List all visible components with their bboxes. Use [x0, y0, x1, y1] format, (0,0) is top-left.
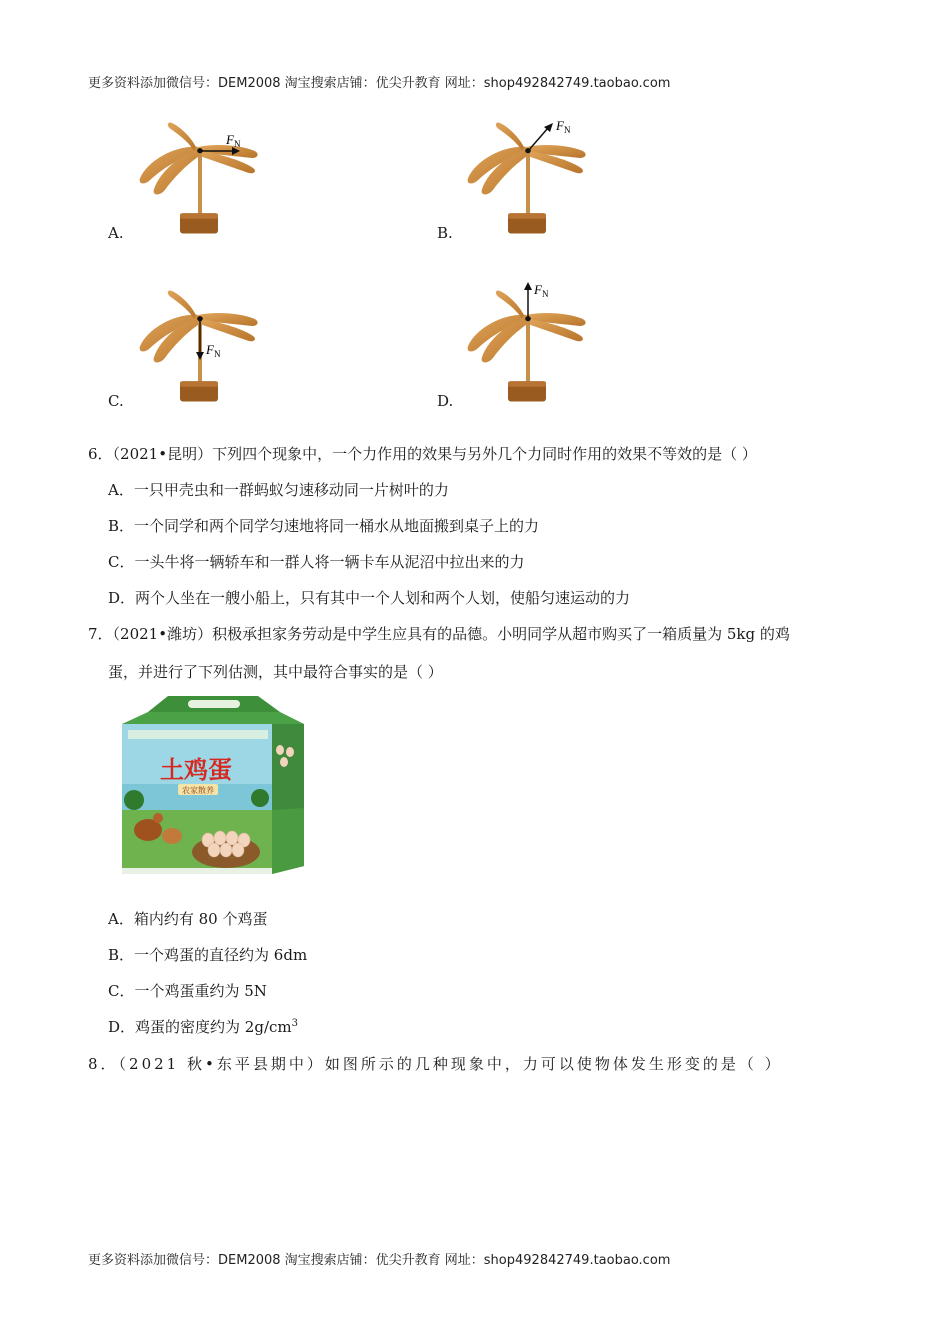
q7-option-c: C．一个鸡蛋重约为 5N: [108, 982, 267, 1000]
option-a-label: A.: [108, 224, 124, 242]
q8-stem: 8．（2021 秋•东平县期中）如图所示的几种现象中，力可以使物体发生形变的是（ ）: [88, 1055, 783, 1073]
q6-option-d: D．两个人坐在一艘小船上，只有其中一个人划和两个人划，使船匀速运动的力: [108, 589, 631, 607]
page-header: 更多资料添加微信号：DEM2008 淘宝搜索店铺：优尖升教育 网址：shop492842749.taobao.com: [88, 76, 671, 91]
option-b-label: B.: [437, 224, 453, 242]
force-label-d: F: [534, 282, 542, 297]
svg-text:FN: [533, 282, 549, 299]
q7-option-b: B．一个鸡蛋的直径约为 6dm: [108, 946, 308, 964]
q7-option-d-sup: 3: [291, 1018, 298, 1029]
figure-option-a: [136, 114, 276, 238]
force-label-c: F: [206, 342, 214, 357]
force-sub-b: N: [563, 125, 571, 135]
q6-option-a: A．一只甲壳虫和一群蚂蚁匀速移动同一片树叶的力: [108, 481, 449, 499]
figure-option-b: [464, 114, 604, 238]
egg-box-subtitle: 农家散养: [182, 786, 214, 795]
q7-stem-line1: 7．（2021•潍坊）积极承担家务劳动是中学生应具有的品德。小明同学从超市购买了一箱质量为 5kg 的鸡: [88, 625, 790, 643]
q7-option-d: [108, 1016, 298, 1037]
q7-option-a: A．箱内约有 80 个鸡蛋: [108, 910, 268, 928]
figure-option-d: [464, 282, 604, 406]
option-c-label: C.: [108, 392, 124, 410]
q7-stem-line2: 蛋，并进行了下列估测，其中最符合事实的是（ ）: [108, 663, 443, 681]
q6-option-b: B．一个同学和两个同学匀速地将同一桶水从地面搬到桌子上的力: [108, 517, 540, 535]
svg-text:FN: [205, 342, 221, 359]
egg-box-title: 土鸡蛋: [160, 755, 232, 784]
force-label-a: F: [226, 132, 234, 147]
page-footer: 更多资料添加微信号：DEM2008 淘宝搜索店铺：优尖升教育 网址：shop492842749.taobao.com: [88, 1253, 671, 1268]
figure-option-c: [136, 282, 276, 406]
force-sub-d: N: [541, 289, 549, 299]
egg-box-image: [108, 690, 312, 886]
svg-text:FN: [225, 132, 241, 149]
q6-stem: 6．（2021•昆明）下列四个现象中，一个力作用的效果与另外几个力同时作用的效果不等效的是（ ）: [88, 445, 757, 463]
force-sub-a: N: [233, 139, 241, 149]
q7-option-d-text: D．鸡蛋的密度约为 2g/cm: [108, 1018, 292, 1036]
q6-option-c: C．一头牛将一辆轿车和一群人将一辆卡车从泥沼中拉出来的力: [108, 553, 525, 571]
force-label-b: F: [556, 118, 564, 133]
svg-text:FN: [555, 118, 571, 135]
option-d-label: D.: [437, 392, 454, 410]
force-sub-c: N: [213, 349, 221, 359]
